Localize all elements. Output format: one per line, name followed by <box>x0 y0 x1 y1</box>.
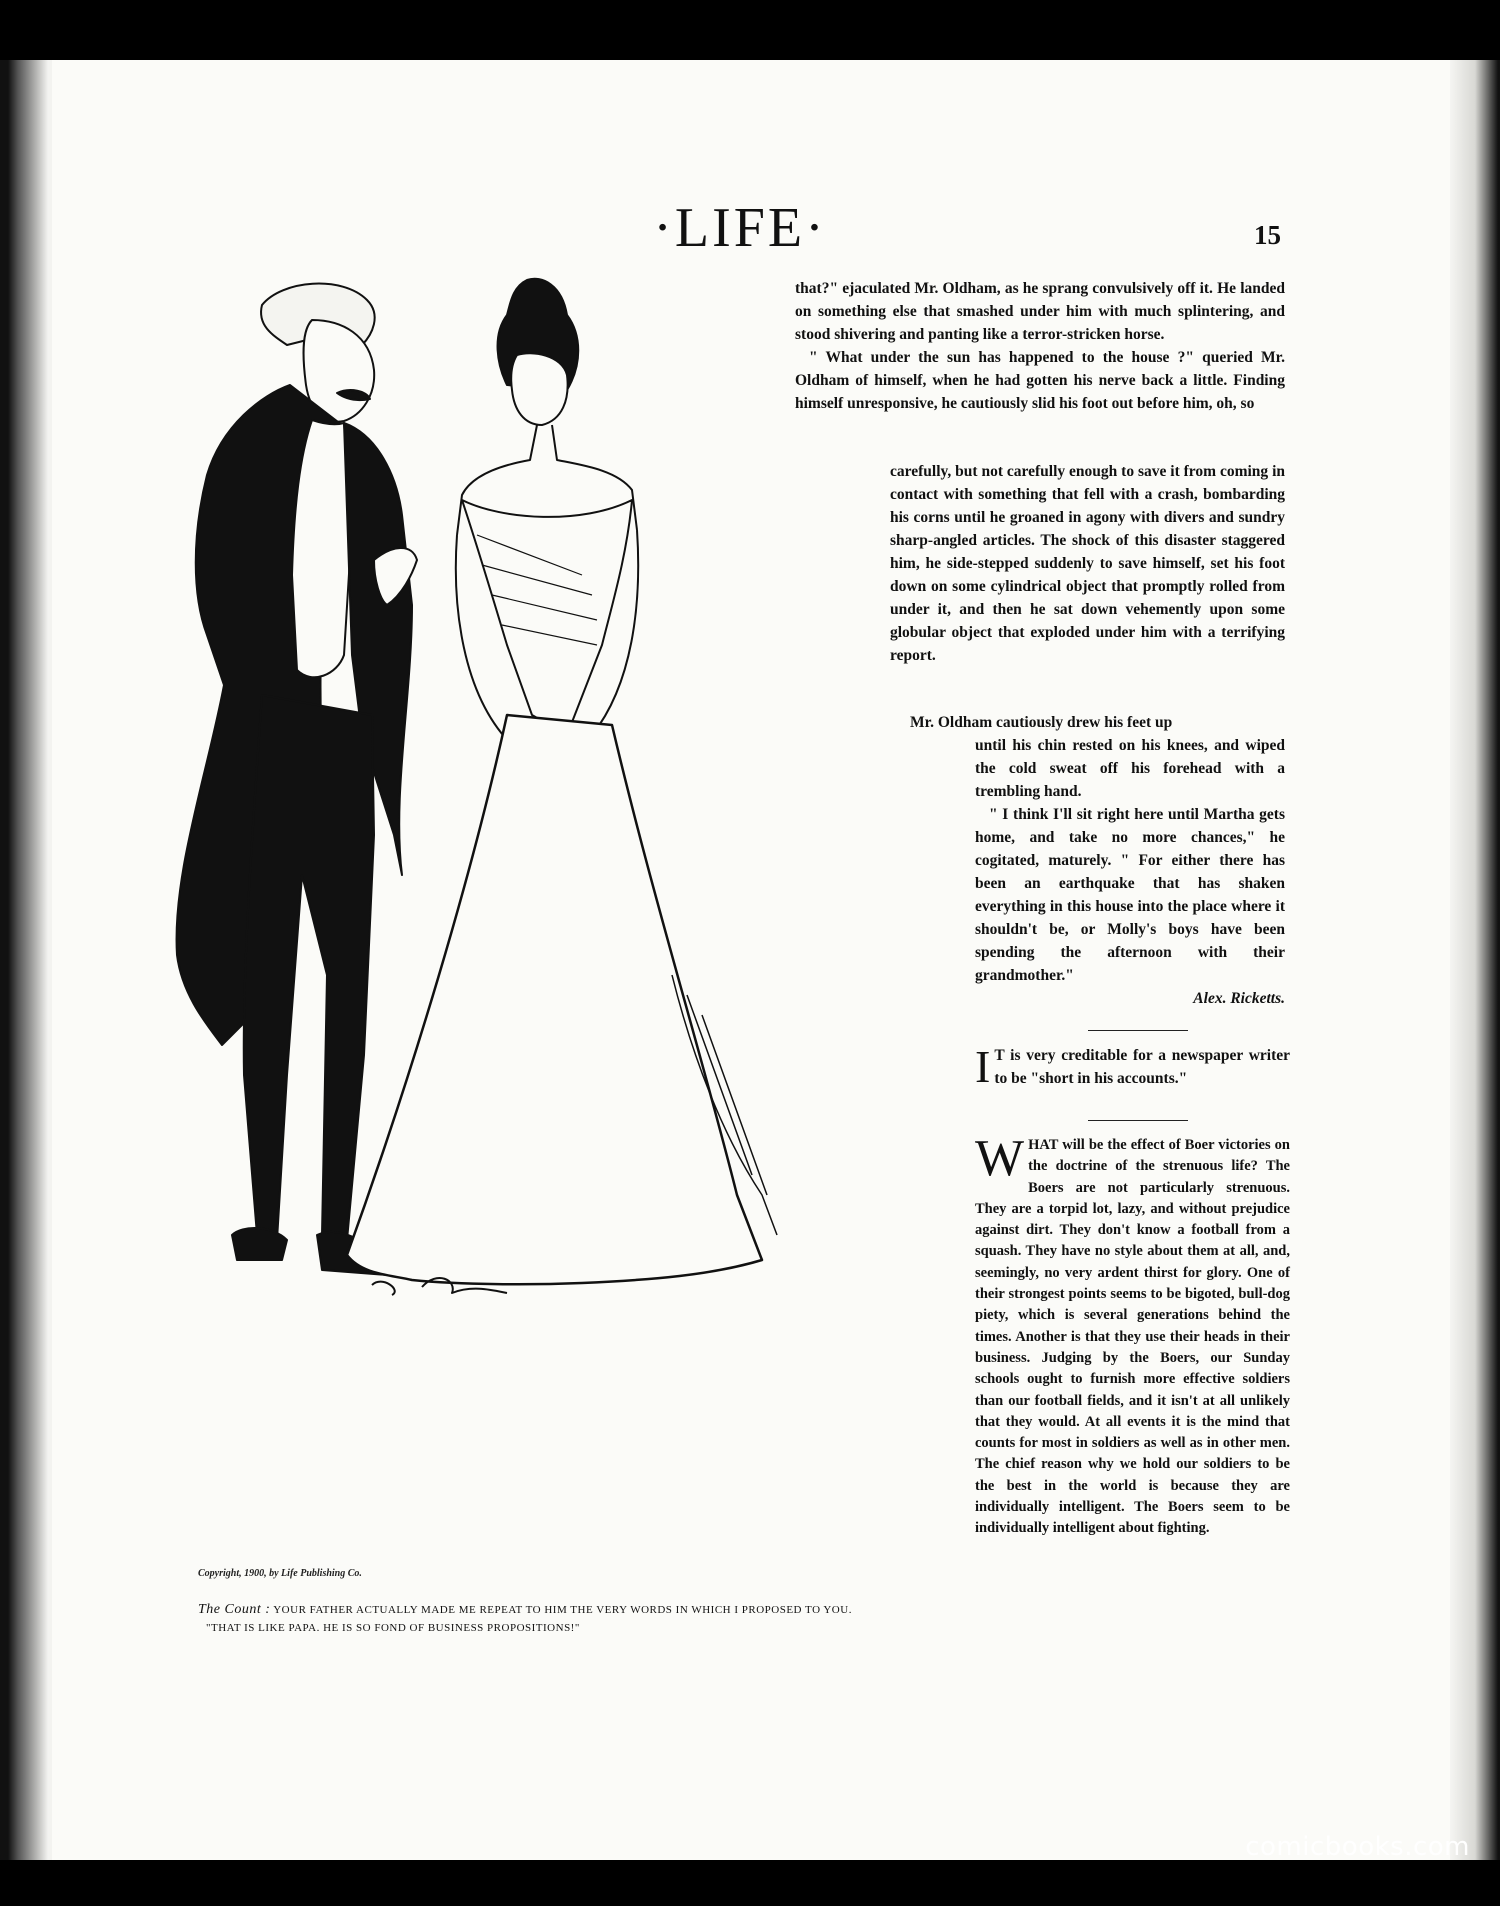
shoe-left <box>232 1228 287 1260</box>
item-boers <box>975 1130 1290 1540</box>
caption-line: YOUR FATHER ACTUALLY MADE ME REPEAT TO HIM THE VERY WORDS IN WHICH I PROPOSED TO YOU. <box>273 1604 852 1616</box>
drop-cap-w: W <box>975 1130 1025 1187</box>
divider-rule <box>1088 1030 1188 1031</box>
drop-cap-i: I <box>975 1041 991 1092</box>
story-paragraph-2a: " What under the sun has happened to the house ?" queried Mr. Oldham of himself, when he had gotten his nerve back a little. Finding himself unresponsive, he cautiously slid his foot out before him, oh, so <box>795 349 1285 412</box>
divider-rule <box>1088 1120 1188 1121</box>
gentleman-figure <box>177 284 417 1275</box>
story-paragraph-4: " I think I'll sit right here until Martha gets home, and take no more chances," he cogitated, maturely. " For either there has been an earthquake that has shaken everything in this house into the place where it shouldn't be, or Molly's boys have been spending the afternoon with their grandmother." <box>975 806 1285 984</box>
bodice <box>462 500 632 735</box>
page-number: 15 <box>1254 220 1281 250</box>
illustration-credit: Copyright, 1900, by Life Publishing Co. <box>198 1568 362 1579</box>
story-block-1 <box>795 277 1285 415</box>
story-paragraph-1: that?" ejaculated Mr. Oldham, as he sprang convulsively off it. He landed on something else that smashed under him with much splintering, and stood shivering and panting like a terror-stricken horse. <box>795 280 1285 343</box>
caption-reply: "THAT IS LIKE PAPA. HE IS SO FOND OF BUSINESS PROPOSITIONS!" <box>206 1622 580 1634</box>
story-block-4 <box>975 734 1285 1010</box>
book-spine-right <box>1450 60 1500 1860</box>
trousers <box>244 695 374 1240</box>
item-boers-text: HAT will be the effect of Boer victories on the doctrine of the strenuous life? The Boers are not particularly strenuous. They are a torpid lot, lazy, and without prejudice against dirt. They don't know a football from a squash. They have no style about them at all, and, seemingly, no very ardent thirst for glory. One of their strongest points seems to be bigoted, bull-dog piety, which is several generations behind the times. Another is that they use their heads in their business. Judging by the Boers, our Sunday schools ought to furnish more effective soldiers than our football fields, and it isn't at all unlikely that they would. At all events it is the mind that counts for most in soldiers as well as in other men. The chief reason why we hold our soldiers to be the best in the world is because they are individually intelligent. The Boers seem to be individually intelligent about fighting. <box>975 1137 1290 1537</box>
story-paragraph-3b: until his chin rested on his knees, and wiped the cold sweat off his forehead with a trembling hand. <box>975 737 1285 800</box>
story-paragraph-3a: Mr. Oldham cautiously drew his feet up <box>910 714 1173 731</box>
item-newspaper-text: T is very creditable for a newspaper writer to be "short in his accounts." <box>994 1047 1290 1087</box>
masthead: ·LIFE· <box>653 197 827 259</box>
book-spine-left <box>0 60 52 1860</box>
lady-face <box>511 353 567 425</box>
item-newspaper <box>975 1041 1290 1092</box>
caption-speaker: The Count : <box>198 1602 271 1617</box>
story-paragraph-2b: carefully, but not carefully enough to save it from coming in contact with something that fell with a crash, bombarding his corns until he groaned in agony with divers and sundry sharp-angled articles. The shock of this disaster staggered him, he side-stepped suddenly to save himself, set his foot down on some cylindrical object that promptly rolled from under it, and then he sat down vehemently upon some globular object that exploded under him with a terrifying report. <box>890 463 1285 664</box>
skirt <box>347 715 762 1284</box>
story-block-2 <box>890 460 1285 667</box>
story-signature: Alex. Ricketts. <box>1193 990 1285 1007</box>
illustration-caption <box>198 1602 878 1636</box>
lady-figure <box>347 279 777 1295</box>
story-block-3 <box>910 711 1285 734</box>
watermark: comicbooks.com <box>1245 1832 1470 1862</box>
illustration <box>112 275 972 1575</box>
